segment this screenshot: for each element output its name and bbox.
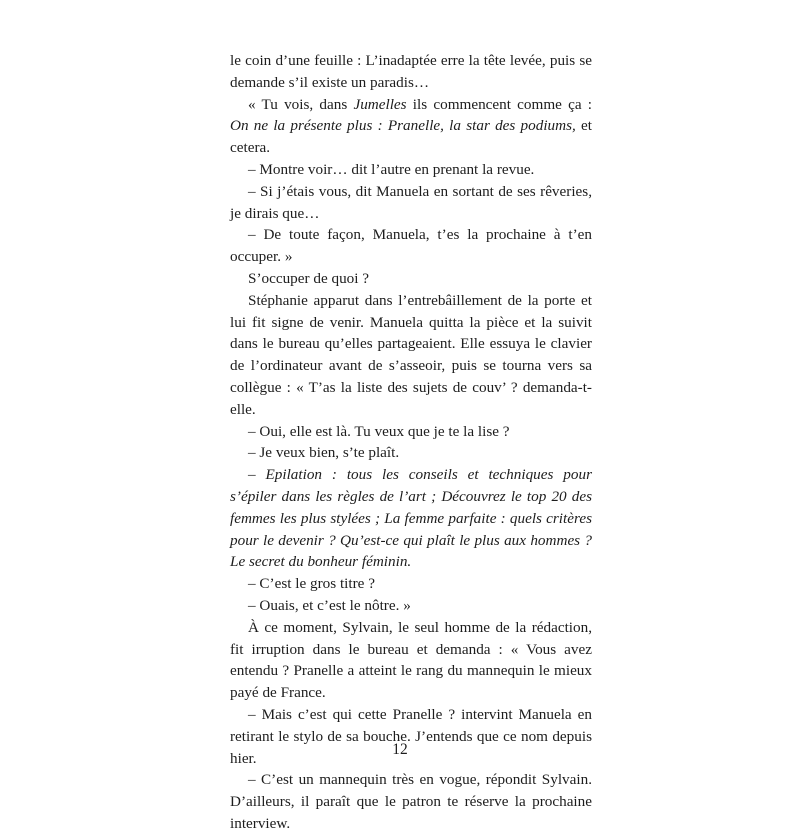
paragraph-1: le coin d’une feuille : L’inadaptée erre la tête levée, puis se demande s’il existe un paradis… [230, 52, 592, 91]
paragraph-7: Stéphanie apparut dans l’entrebâillement de la porte et lui fit signe de venir. Manuela quitta la pièce et la suivit dans le bureau qu’elles partageaient. Elle essuya le clavier de l’ordinateur avant de s’asseoir, puis se tourna vers sa collègue : « T’as la liste des sujets de couv’ ? demanda-t-elle. [230, 291, 592, 418]
paragraph-3: – Montre voir… dit l’autre en prenant la revue. [248, 160, 535, 178]
paragraph-11: – C’est le gros titre ? [248, 575, 375, 593]
paragraph-2-text-a: « Tu vois, dans [248, 95, 354, 113]
paragraph-2-italic-quote: On ne la présente plus : Pranelle, la star des podiums, [230, 117, 576, 135]
paragraph-5: – De toute façon, Manuela, t’es la prochaine à t’en occuper. » [230, 226, 592, 266]
paragraph-2-text-b: ils commencent comme ça : [406, 95, 592, 113]
paragraph-8: – Oui, elle est là. Tu veux que je te la lise ? [248, 422, 510, 440]
paragraph-2 [230, 94, 592, 159]
paragraph-6: S’occuper de quoi ? [248, 269, 370, 287]
paragraph-12: – Ouais, et c’est le nôtre. » [248, 596, 411, 614]
page-number: 12 [392, 741, 408, 758]
paragraph-9: – Je veux bien, s’te plaît. [248, 444, 400, 462]
paragraph-4: – Si j’étais vous, dit Manuela en sortant de ses rêveries, je dirais que… [230, 182, 592, 222]
paragraph-2-italic-title: Jumelles [353, 95, 407, 113]
paragraph-2-text-c: et cetera. [230, 117, 592, 157]
paragraph-13: À ce moment, Sylvain, le seul homme de la rédaction, fit irruption dans le bureau et demanda : « Vous avez entendu ? Pranelle a atteint le rang du mannequin le mieux payé de France. [230, 618, 592, 702]
paragraph-14: – Mais c’est qui cette Pranelle ? intervint Manuela en retirant le stylo de sa bouche. J’entends que ce nom depuis hier. [230, 705, 592, 767]
paragraph-10-italic-list: – Epilation : tous les conseils et techniques pour s’épiler dans les règles de l’art ; Découvrez le top 20 des femmes les plus stylées ; La femme parfaite : quels critères pour le devenir ? Qu’est-ce qui plaît le plus aux hommes ? Le secret du bonheur féminin. [230, 466, 592, 571]
paragraph-15: – C’est un mannequin très en vogue, répondit Sylvain. D’ailleurs, il paraît que le patron te réserve la prochaine interview. [230, 771, 592, 832]
